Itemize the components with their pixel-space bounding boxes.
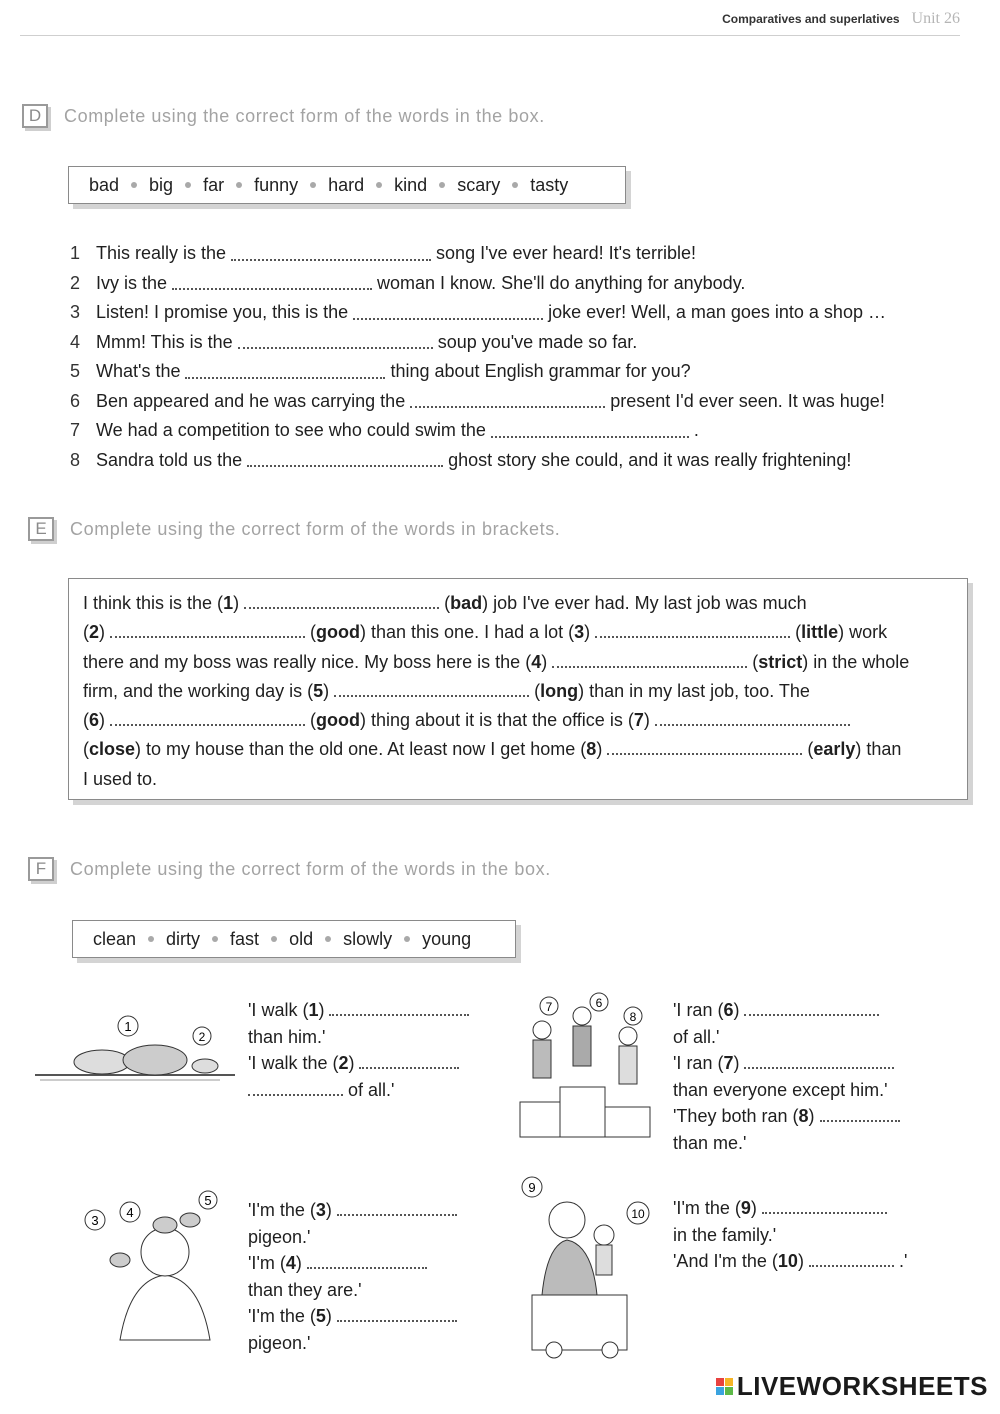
blank-number: 1 <box>308 1000 319 1020</box>
f-text: ) <box>733 1000 740 1020</box>
word: scary <box>457 174 501 195</box>
f-group-1 <box>248 997 474 1103</box>
section-f-letter: F <box>28 857 54 881</box>
section-e-letter: E <box>28 517 54 541</box>
question-text: Ivy is the <box>96 272 168 293</box>
blank-number: 5 <box>315 1306 326 1326</box>
answer-blank[interactable] <box>809 1253 894 1267</box>
tortoises-illustration <box>30 1010 240 1090</box>
section-e-heading <box>28 517 560 541</box>
header-rule <box>20 35 960 36</box>
question-text: Mmm! This is the <box>96 331 233 352</box>
f-text: 'I walk the ( <box>248 1053 339 1073</box>
picture-label: 8 <box>629 1010 637 1024</box>
answer-blank[interactable] <box>307 1255 427 1269</box>
passage-text: ) in the whole <box>802 651 910 672</box>
question-number: 6 <box>70 390 81 411</box>
page-header <box>722 10 960 28</box>
f-text: ) <box>295 1253 302 1273</box>
f-text: ) <box>318 1000 325 1020</box>
passage-text: ) to my house than the old one. At least now I get home ( <box>135 739 587 760</box>
bullet-dot-icon <box>310 182 316 188</box>
question-text: ghost story she could, and it was really frightening! <box>448 449 852 470</box>
f-text: than they are.' <box>248 1279 362 1300</box>
f-text: 'I walk ( <box>248 1000 309 1020</box>
bullet-dot-icon <box>271 936 277 942</box>
blank-number: 10 <box>777 1251 798 1271</box>
blank-number: 4 <box>285 1253 296 1273</box>
word: old <box>289 928 314 949</box>
f-text: ) <box>733 1053 740 1073</box>
answer-blank[interactable] <box>110 624 305 638</box>
question-row <box>70 357 970 387</box>
f-text: 'They both ran ( <box>673 1106 799 1126</box>
question-number: 3 <box>70 302 81 323</box>
section-e-passage: I think this is the (1) (bad) job I've ever had. My last job was much (2) (good) than this one. I had a lot (3) (little) work there and my boss was really nice. My boss here is the (4) (strict) in the whole firm, and the working day is (5) (long) than in my last job, too. The (6) (good) thing about it is that the office is (7) (close) to my house than the old one. At least now I get home (8) (early) than I used to. <box>68 578 968 800</box>
word: bad <box>89 174 120 195</box>
question-number: 2 <box>70 272 81 293</box>
blank-number: 1 <box>223 593 234 613</box>
answer-blank[interactable] <box>110 712 305 726</box>
answer-blank[interactable] <box>820 1108 900 1122</box>
answer-blank[interactable] <box>247 453 443 467</box>
section-f-heading <box>28 857 551 881</box>
f-text: ) <box>348 1053 355 1073</box>
answer-blank[interactable] <box>552 654 747 668</box>
f-group-3 <box>248 1197 462 1356</box>
liveworksheets-logo <box>716 1371 988 1402</box>
question-text: joke ever! Well, a man goes into a shop … <box>548 302 886 323</box>
question-number: 1 <box>70 243 81 264</box>
word: kind <box>394 174 428 195</box>
question-text: We had a competition to see who could swim the <box>96 420 486 441</box>
answer-blank[interactable] <box>337 1308 457 1322</box>
f-text: of all.' <box>348 1079 395 1100</box>
logo-mark-icon <box>716 1378 733 1395</box>
blank-number: 9 <box>740 1198 751 1218</box>
word: hard <box>328 174 365 195</box>
question-row <box>70 387 970 417</box>
question-text: woman I know. She'll do anything for anybody. <box>377 272 746 293</box>
bullet-dot-icon <box>376 182 382 188</box>
passage-text: ) job I've ever had. My last job was much <box>482 593 807 613</box>
answer-blank[interactable] <box>248 1082 343 1096</box>
bullet-dot-icon <box>212 936 218 942</box>
blank-number: 7 <box>723 1053 734 1073</box>
question-text: . <box>693 420 699 441</box>
question-text: song I've ever heard! It's terrible! <box>436 243 697 264</box>
f-group-2 <box>673 997 905 1156</box>
f-text: 'I ran ( <box>673 1000 724 1020</box>
f-group-4 <box>673 1195 907 1275</box>
word: fast <box>230 928 260 949</box>
f-text: than everyone except him.' <box>673 1079 888 1100</box>
f-text: ) <box>808 1106 815 1126</box>
question-row <box>70 328 970 358</box>
question-number: 8 <box>70 449 81 470</box>
blank-number: 8 <box>586 739 597 760</box>
f-text: of all.' <box>673 1026 720 1047</box>
f-text: 'I'm the ( <box>673 1198 741 1218</box>
question-number: 4 <box>70 331 81 352</box>
word: slowly <box>343 928 393 949</box>
question-text: thing about English grammar for you? <box>390 361 691 382</box>
picture-label: 5 <box>204 1193 212 1208</box>
f-text: 'I ran ( <box>673 1053 724 1073</box>
answer-blank[interactable] <box>607 741 802 755</box>
bullet-dot-icon <box>439 182 445 188</box>
blank-number: 3 <box>574 622 585 643</box>
question-row <box>70 446 970 476</box>
answer-blank[interactable] <box>595 624 790 638</box>
header-topic: Comparatives and superlatives <box>722 12 900 26</box>
bullet-dot-icon <box>236 182 242 188</box>
f-text: in the family.' <box>673 1224 777 1245</box>
bracket-word: little <box>801 622 839 643</box>
picture-label: 2 <box>198 1030 206 1044</box>
answer-blank[interactable] <box>238 335 433 349</box>
f-text: 'I'm the ( <box>248 1306 316 1326</box>
answer-blank[interactable] <box>244 595 439 609</box>
blank-number: 6 <box>89 710 100 731</box>
answer-blank[interactable] <box>410 394 605 408</box>
bracket-word: good <box>316 710 360 731</box>
f-text: .' <box>898 1251 908 1271</box>
question-row <box>70 269 970 299</box>
bracket-word: bad <box>450 593 483 613</box>
section-e-instruction: Complete using the correct form of the words in brackets. <box>70 518 561 539</box>
word: far <box>203 174 225 195</box>
answer-blank[interactable] <box>491 424 689 438</box>
answer-blank[interactable] <box>353 306 543 320</box>
word: funny <box>254 174 299 195</box>
passage-text: ) than this one. I had a lot ( <box>360 622 575 643</box>
passage-text: ) than in my last job, too. The <box>578 680 810 701</box>
header-unit: Unit 26 <box>911 10 960 27</box>
pigeons-illustration <box>70 1190 235 1350</box>
answer-blank[interactable] <box>172 276 372 290</box>
blank-number: 3 <box>315 1200 326 1220</box>
answer-blank[interactable] <box>655 712 850 726</box>
question-text: What's the <box>96 361 181 382</box>
f-text: 'I'm the ( <box>248 1200 316 1220</box>
blank-number: 5 <box>313 680 324 701</box>
section-f-instruction: Complete using the correct form of the words in the box. <box>70 858 551 879</box>
f-text: ) <box>325 1306 332 1326</box>
passage-text: I used to. <box>83 768 158 789</box>
section-d-heading <box>22 104 545 128</box>
picture-label: 9 <box>528 1180 536 1195</box>
blank-number: 2 <box>338 1053 349 1073</box>
picture-label: 6 <box>595 996 603 1010</box>
question-text: Sandra told us the <box>96 449 243 470</box>
answer-blank[interactable] <box>744 1002 879 1016</box>
bracket-word: strict <box>758 651 803 672</box>
answer-blank[interactable] <box>337 1202 457 1216</box>
bullet-dot-icon <box>512 182 518 188</box>
blank-number: 8 <box>798 1106 809 1126</box>
blank-number: 6 <box>723 1000 734 1020</box>
f-text: 'I'm ( <box>248 1253 286 1273</box>
question-text: soup you've made so far. <box>437 331 638 352</box>
podium-illustration <box>515 992 660 1142</box>
bracket-word: early <box>813 739 856 760</box>
answer-blank[interactable] <box>231 247 431 261</box>
question-text: Ben appeared and he was carrying the <box>96 390 406 411</box>
bullet-dot-icon <box>325 936 331 942</box>
blank-number: 7 <box>633 710 644 731</box>
passage-text: ) <box>233 593 240 613</box>
picture-label: 3 <box>91 1213 99 1228</box>
section-f-wordbox <box>72 920 516 958</box>
blank-number: 2 <box>89 622 100 643</box>
f-text: than him.' <box>248 1026 326 1047</box>
section-d-questions <box>70 239 970 475</box>
word: tasty <box>530 174 569 195</box>
picture-label: 4 <box>126 1205 134 1220</box>
word: big <box>149 174 174 195</box>
answer-blank[interactable] <box>762 1200 887 1214</box>
family-illustration <box>512 1175 662 1360</box>
blank-number: 4 <box>531 651 542 672</box>
answer-blank[interactable] <box>359 1055 459 1069</box>
section-d-letter: D <box>22 104 48 128</box>
passage-text: there and my boss was really nice. My boss here is the ( <box>83 651 532 672</box>
answer-blank[interactable] <box>744 1055 894 1069</box>
f-text: ) <box>750 1198 757 1218</box>
f-text: 'And I'm the ( <box>673 1251 778 1271</box>
bracket-word: good <box>316 622 360 643</box>
logo-text: LIVEWORKSHEETS <box>736 1371 988 1401</box>
f-text: than me.' <box>673 1132 747 1153</box>
picture-label: 10 <box>631 1207 645 1221</box>
passage-text: firm, and the working day is ( <box>83 680 314 701</box>
picture-label: 1 <box>124 1019 132 1034</box>
f-text: pigeon.' <box>248 1226 311 1247</box>
question-row <box>70 298 970 328</box>
passage-text: ) work <box>838 622 888 643</box>
bracket-word: long <box>540 680 579 701</box>
passage-text: ) thing about it is that the office is ( <box>360 710 634 731</box>
passage-text: ) than <box>855 739 902 760</box>
answer-blank[interactable] <box>185 365 385 379</box>
answer-blank[interactable] <box>334 683 529 697</box>
picture-label: 7 <box>545 1000 553 1014</box>
question-row <box>70 416 970 446</box>
question-row <box>70 239 970 269</box>
section-d-wordbox <box>68 166 626 204</box>
f-text: ) <box>797 1251 804 1271</box>
bullet-dot-icon <box>148 936 154 942</box>
question-number: 7 <box>70 420 81 441</box>
section-d-instruction: Complete using the correct form of the words in the box. <box>64 105 545 126</box>
word: young <box>422 928 472 949</box>
passage-text: I think this is the ( <box>83 593 224 613</box>
bullet-dot-icon <box>185 182 191 188</box>
question-text: present I'd ever seen. It was huge! <box>610 390 885 411</box>
bracket-word: close <box>89 739 136 760</box>
f-text: ) <box>325 1200 332 1220</box>
answer-blank[interactable] <box>329 1002 469 1016</box>
bullet-dot-icon <box>131 182 137 188</box>
question-text: This really is the <box>96 243 227 264</box>
word: clean <box>93 928 137 949</box>
question-text: Listen! I promise you, this is the <box>96 302 349 323</box>
word: dirty <box>166 928 201 949</box>
question-number: 5 <box>70 361 81 382</box>
bullet-dot-icon <box>404 936 410 942</box>
f-text: pigeon.' <box>248 1332 311 1353</box>
